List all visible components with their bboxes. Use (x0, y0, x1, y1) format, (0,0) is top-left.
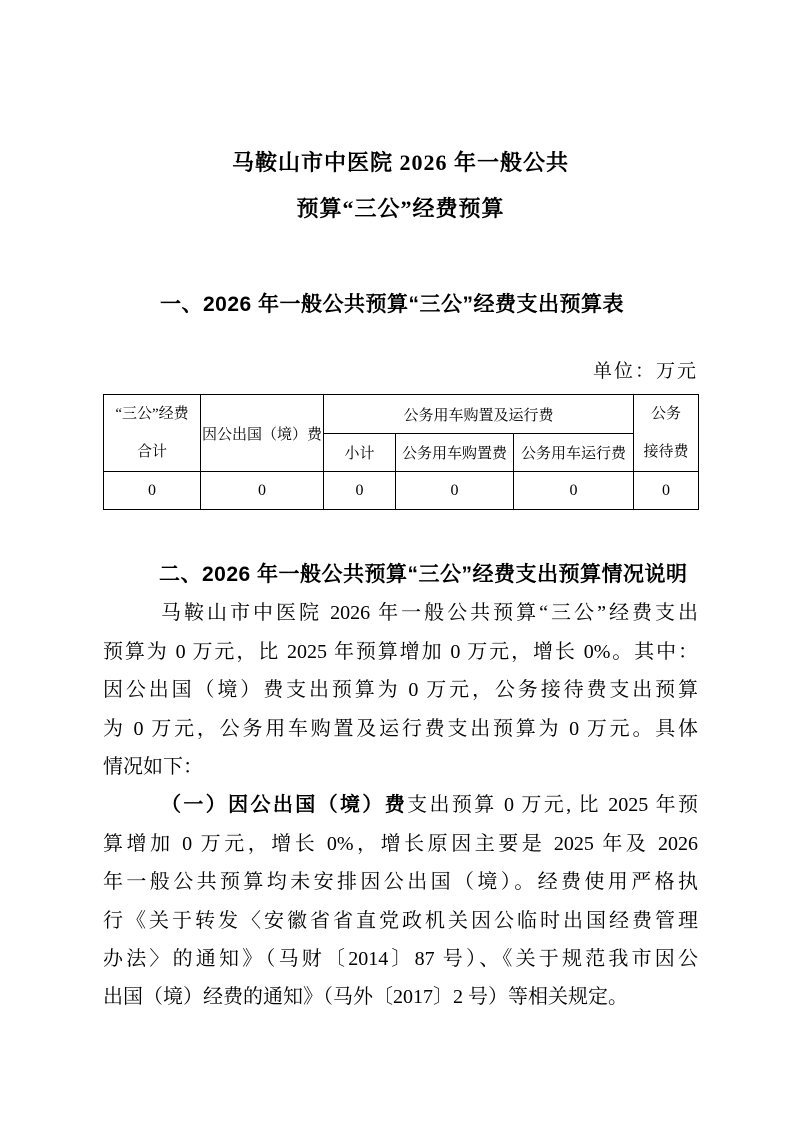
para2-line-3: 年一般公共预算均未安排因公出国（境）。经费使用严格执 (103, 871, 698, 894)
para1-line-4: 为 0 万元，公务用车购置及运行费支出预算为 0 万元。具体 (103, 717, 698, 740)
value-vehicle-operation: 0 (514, 472, 634, 510)
para1-line-1: 马鞍山市中医院 2026 年一般公共预算“三公”经费支出 (161, 602, 698, 625)
section-2-heading: 二、2026 年一般公共预算“三公”经费支出预算情况说明 (159, 563, 688, 586)
para2-line-2: 算增加 0 万元，增长 0%，增长原因主要是 2025 年及 2026 (103, 832, 698, 855)
col-header-vehicle-purchase: 公务用车购置费 (396, 434, 514, 472)
para1-line-5: 情况如下： (103, 756, 203, 779)
para2-line-1 (103, 786, 698, 824)
col-header-sangong-total-line1: “三公”经费 (115, 406, 189, 422)
para1-line-2: 预算为 0 万元，比 2025 年预算增加 0 万元，增长 0%。其中： (103, 640, 698, 663)
para2-lead-bold: （一）因公出国（境）费 (161, 794, 408, 817)
value-vehicle-purchase: 0 (396, 472, 514, 510)
value-reception-fee: 0 (634, 472, 699, 510)
col-header-vehicle-subtotal: 小计 (324, 434, 396, 472)
col-header-vehicle-operation: 公务用车运行费 (514, 434, 634, 472)
value-sangong-total: 0 (104, 472, 201, 510)
para2-line-4: 行《关于转发〈安徽省省直党政机关因公临时出国经费管理 (103, 909, 698, 932)
col-header-reception-line2: 接待费 (643, 444, 689, 460)
document-title (103, 140, 698, 232)
col-header-vehicle-group: 公务用车购置及运行费 (324, 395, 634, 434)
para2-line-5: 办法〉的通知》（马财〔2014〕87 号）、《关于规范我市因公 (103, 948, 698, 971)
col-header-reception-fee (634, 395, 699, 472)
col-header-reception-line1: 公务 (651, 406, 682, 422)
value-vehicle-subtotal: 0 (324, 472, 396, 510)
value-abroad-fee: 0 (201, 472, 324, 510)
para2-line-6: 出国（境）经费的通知》（马外〔2017〕2 号）等相关规定。 (103, 986, 628, 1009)
document-title-line-2: 预算“三公”经费预算 (296, 196, 505, 221)
sangong-budget-table (103, 394, 699, 510)
section-2-body (103, 556, 698, 1017)
document-title-line-1: 马鞍山市中医院 2026 年一般公共 (231, 150, 569, 175)
section-1-heading: 一、2026 年一般公共预算“三公”经费支出预算表 (160, 293, 625, 316)
col-header-abroad-fee: 因公出国（境）费 (201, 395, 324, 472)
col-header-sangong-total-line2: 合计 (136, 444, 167, 460)
table-unit-label: 单位：万元 (592, 361, 698, 382)
para2-line-1-rest: 支出预算 0 万元, 比 2025 年预 (407, 794, 698, 817)
para1-line-3: 因公出国（境）费支出预算为 0 万元，公务接待费支出预算 (103, 679, 698, 702)
col-header-sangong-total (104, 395, 201, 472)
